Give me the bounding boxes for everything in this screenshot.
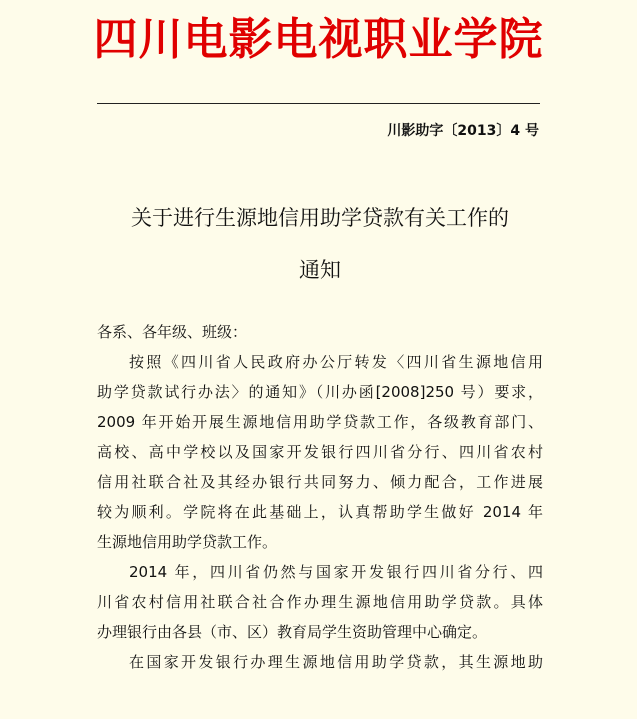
body-line: 较为顺利。学院将在此基础上，认真帮助学生做好 2014 年	[97, 503, 543, 521]
notice-title	[95, 192, 545, 296]
body-line: 按照《四川省人民政府办公厅转发〈四川省生源地信用	[129, 353, 543, 371]
header-divider	[97, 103, 540, 104]
body-line: 生源地信用助学贷款工作。	[97, 533, 278, 551]
body-line: 信用社联合社及其经办银行共同努力、倾力配合，工作进展	[97, 473, 543, 491]
notice-title-line: 通知	[299, 258, 341, 282]
body-line: 高校、高中学校以及国家开发银行四川省分行、四川省农村	[97, 443, 543, 461]
notice-body	[97, 317, 543, 677]
body-line: 川省农村信用社联合社合作办理生源地信用助学贷款。具体	[97, 593, 543, 611]
body-line: 办理银行由各县（市、区）教育局学生资助管理中心确定。	[97, 623, 488, 641]
body-line: 2014 年，四川省仍然与国家开发银行四川省分行、四	[129, 563, 543, 581]
body-line: 在国家开发银行办理生源地信用助学贷款，其生源地助	[129, 653, 543, 671]
body-line: 助学贷款试行办法〉的通知》（川办函[2008]250 号）要求，	[97, 383, 543, 401]
institution-header: 四川电影电视职业学院	[93, 14, 544, 65]
document-number: 川影助字〔2013〕4 号	[387, 123, 539, 139]
body-line: 2009 年开始开展生源地信用助学贷款工作，各级教育部门、	[97, 413, 543, 431]
salutation: 各系、各年级、班级：	[97, 323, 248, 341]
notice-title-line: 关于进行生源地信用助学贷款有关工作的	[131, 206, 509, 230]
